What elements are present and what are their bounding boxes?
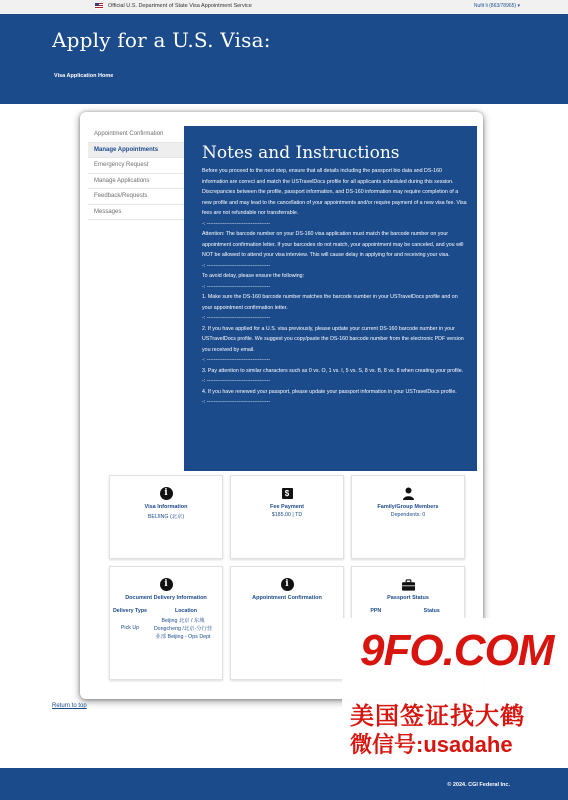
notes-separator: -: ------------------------------------ [202, 399, 271, 405]
notes-separator: -: ------------------------------------ [202, 357, 271, 363]
notes-separator: -: ------------------------------------ [202, 262, 271, 269]
notes-panel [184, 126, 477, 471]
dependents-value: Dependents: 0 [390, 512, 426, 518]
sidebar-nav [88, 127, 184, 220]
notes-paragraph: Before you proceed to the next step, ensure that all details including the passport bio data and DS-160 information are correct and match the USTravelDocs profile for all applicants scheduled during this session. Discrepancies between the profile, passport information, and DS-160 information may require completion of a new profile and may lead to the cancellation of your appointments and/or require payment of a new visa fee. Visa fees are not refundable nor transferrable. [202, 168, 467, 216]
breadcrumb-home[interactable]: Visa Application Home [54, 73, 114, 79]
sidebar-item-feedback-requests[interactable]: Feedback/Requests [88, 189, 184, 205]
info-icon: i [160, 578, 173, 591]
gov-banner [0, 0, 568, 14]
family-group-tile[interactable] [351, 475, 465, 559]
sidebar-item-emergency-request[interactable]: Emergency Request [88, 158, 184, 174]
visa-information-tile[interactable] [109, 475, 223, 559]
notes-separator: -: ------------------------------------ [202, 315, 271, 321]
document-delivery-title: Document Delivery Information [125, 595, 207, 601]
official-service-text: Official U.S. Department of State Visa Appointment Service [108, 3, 252, 9]
visa-information-title: Visa Information [144, 504, 188, 510]
info-icon: i [281, 578, 294, 591]
notes-body [202, 166, 467, 408]
user-icon [402, 487, 415, 500]
watermark-line-1: 美国签证找大鹤 [350, 703, 525, 730]
copyright-text: © 2024. CGI Federal Inc. [447, 782, 510, 788]
delivery-type-cell: Pick Up [120, 625, 140, 631]
visa-post-value: BEIJING (北京) [147, 514, 185, 520]
sidebar-item-manage-applications[interactable]: Manage Applications [88, 174, 184, 190]
notes-paragraph: 2. If you have applied for a U.S. visa previously, please update your current DS-160 barcode number in your USTravelDocs profile. We suggest you copy/paste the DS-160 barcode number from the electronic PDF version you received by email. [202, 325, 464, 353]
page-title: Apply for a U.S. Visa: [52, 28, 271, 52]
notes-paragraph: To avoid delay, please ensure the following: [202, 273, 305, 279]
briefcase-icon [402, 578, 415, 591]
appointment-confirmation-tile[interactable] [230, 566, 344, 680]
notes-paragraph: 1. Make sure the DS-160 barcode number matches the barcode number in your USTravelDocs profile and on your appointment confirmation letter. [202, 294, 458, 311]
fee-payment-title: Fee Payment [270, 504, 304, 510]
table-row [110, 615, 222, 641]
appointment-confirmation-title: Appointment Confirmation [252, 595, 322, 601]
watermark-line-2: 微信号:usadahe [350, 732, 513, 757]
delivery-type-header: Delivery Type [112, 608, 148, 614]
notes-separator: -: ------------------------------------ [202, 283, 271, 290]
status-header: Status [423, 608, 440, 614]
sidebar-item-messages[interactable]: Messages [88, 205, 184, 221]
location-cell: Beijing 北京 / 东城 Dongcheng /北京-分行营业部 Beijing - Ops Dept [153, 618, 213, 640]
sidebar-item-manage-appointments[interactable]: Manage Appointments [88, 143, 184, 159]
sidebar-item-appointment-confirmation[interactable]: Appointment Confirmation [88, 127, 184, 143]
user-account-menu[interactable]: Nufit li (863/78965) ▾ [473, 3, 520, 9]
fee-amount-value: $185.00 | TD [271, 512, 303, 518]
site-header [0, 14, 568, 104]
delivery-table [110, 607, 222, 641]
watermark-logo: 9FO.COM [360, 626, 554, 675]
info-icon: i [160, 487, 173, 500]
document-delivery-tile[interactable] [109, 566, 223, 680]
notes-paragraph: 3. Pay attention to similar characters such as 0 vs. O, 1 vs. I, 5 vs. S, 8 vs. B, 8 vs. 8 when creating your profile. [202, 367, 464, 374]
return-to-top-link[interactable]: Return to top [52, 703, 87, 709]
notes-paragraph: 4. If you have renewed your passport, please update your passport information in your USTravelDocs profile. [202, 388, 457, 395]
notes-title: Notes and Instructions [202, 143, 400, 163]
passport-table [352, 607, 464, 615]
notes-separator: -: ------------------------------------ [202, 378, 271, 384]
dollar-icon: $ [281, 487, 294, 500]
family-group-title: Family/Group Members [377, 504, 439, 510]
ppn-header: PPN [370, 608, 382, 614]
us-flag-icon [95, 3, 103, 9]
location-header: Location [174, 608, 198, 614]
notes-paragraph: Attention: The barcode number on your DS-160 visa application must match the barcode number on your appointment confirmation letter. If your barcodes do not match, your appointment may be canceled, and you will NOT be allowed to attend your visa interview. This will cause delay in applying for and receiving your visa. [202, 231, 464, 258]
notes-separator: -: ------------------------------------ [202, 220, 271, 227]
passport-status-title: Passport Status [387, 595, 429, 601]
fee-payment-tile[interactable] [230, 475, 344, 559]
watermark-overlay [342, 618, 564, 760]
site-footer [0, 768, 568, 800]
